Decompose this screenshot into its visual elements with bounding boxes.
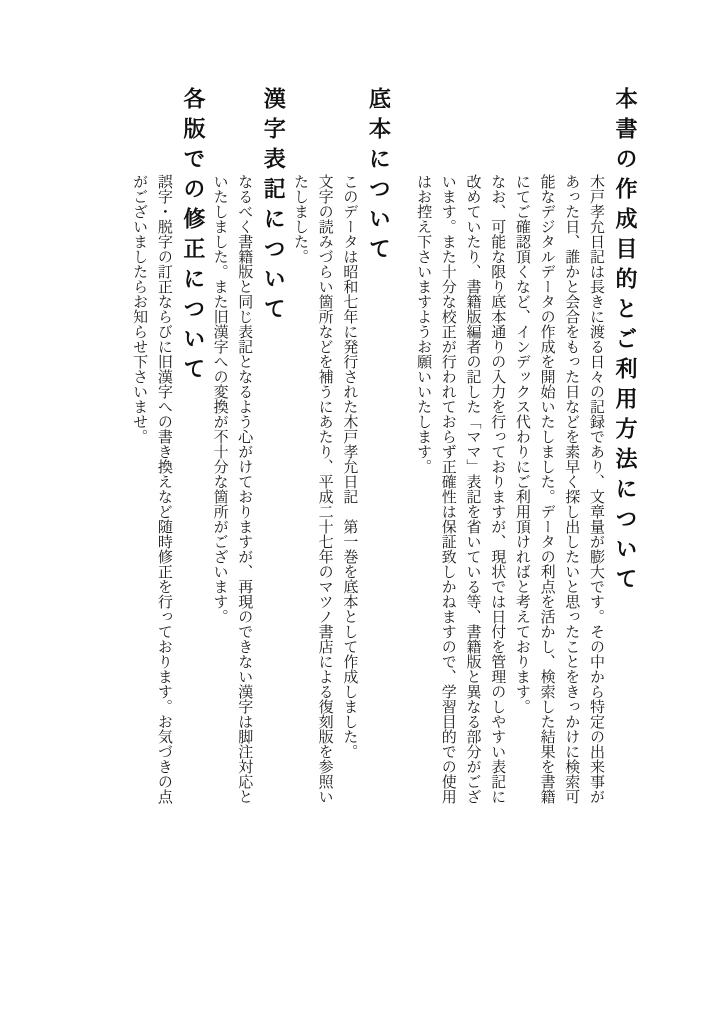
paragraph: 木戸孝允日記は長きに渡る日々の記録であり、文章量が膨大です。その中から特定の出来事があった日、誰かと会合をもった日などを素早く探し出したいと思ったことをきっかけに検索可能なデジタルデータの作成を開始いたしました。データの利点を活かし、検索した結果を書籍にてご確認頂くなど、インデックス代わりにご利用頂ければと考えております。	[513, 174, 606, 804]
paragraph: なお、可能な限り底本通りの入力を行っておりますが、現状では日付を管理のしやすい表記に改めていたり、書籍版編者の記した「ママ」表記を省いている等、書籍版と異なる部分がございます。また十分な校正が行われておらず正確性は保証致しかねますので、学習目的での使用はお控え下さいますようお願いいたします。	[415, 174, 508, 804]
paragraph: 誤字・脱字の訂正ならびに旧漢字への書き換えなど随時修正を行っております。お気づきの点がございましたらお知らせ下さいませ。	[131, 174, 174, 804]
section-purpose-and-usage	[411, 87, 640, 808]
section-heading-source-text: 底本について	[365, 87, 391, 267]
paragraph: このデータは昭和七年に発行された木戸孝允日記 第一巻を底本として作成しました。	[341, 174, 360, 759]
section-source-text	[288, 87, 393, 808]
section-heading-kanji-notation: 漢字表記について	[260, 87, 286, 327]
section-heading-revisions: 各版での修正について	[179, 87, 205, 387]
section-heading-purpose-and-usage: 本書の作成目的とご利用方法について	[612, 87, 637, 597]
section-revisions	[127, 87, 207, 808]
paragraph: 文字の読みづらい箇所などを補うにあたり、平成二十七年のマツノ書店による復刻版を参照いたしました。	[291, 174, 335, 804]
paragraph: なるべく書籍版と同じ表記となるよう心がけておりますが、再現のできない漢字は脚注対応といたしました。また旧漢字への変換が不十分な箇所がございます。	[211, 174, 255, 804]
section-kanji-notation	[208, 87, 288, 808]
vertical-text-flow	[127, 87, 640, 808]
